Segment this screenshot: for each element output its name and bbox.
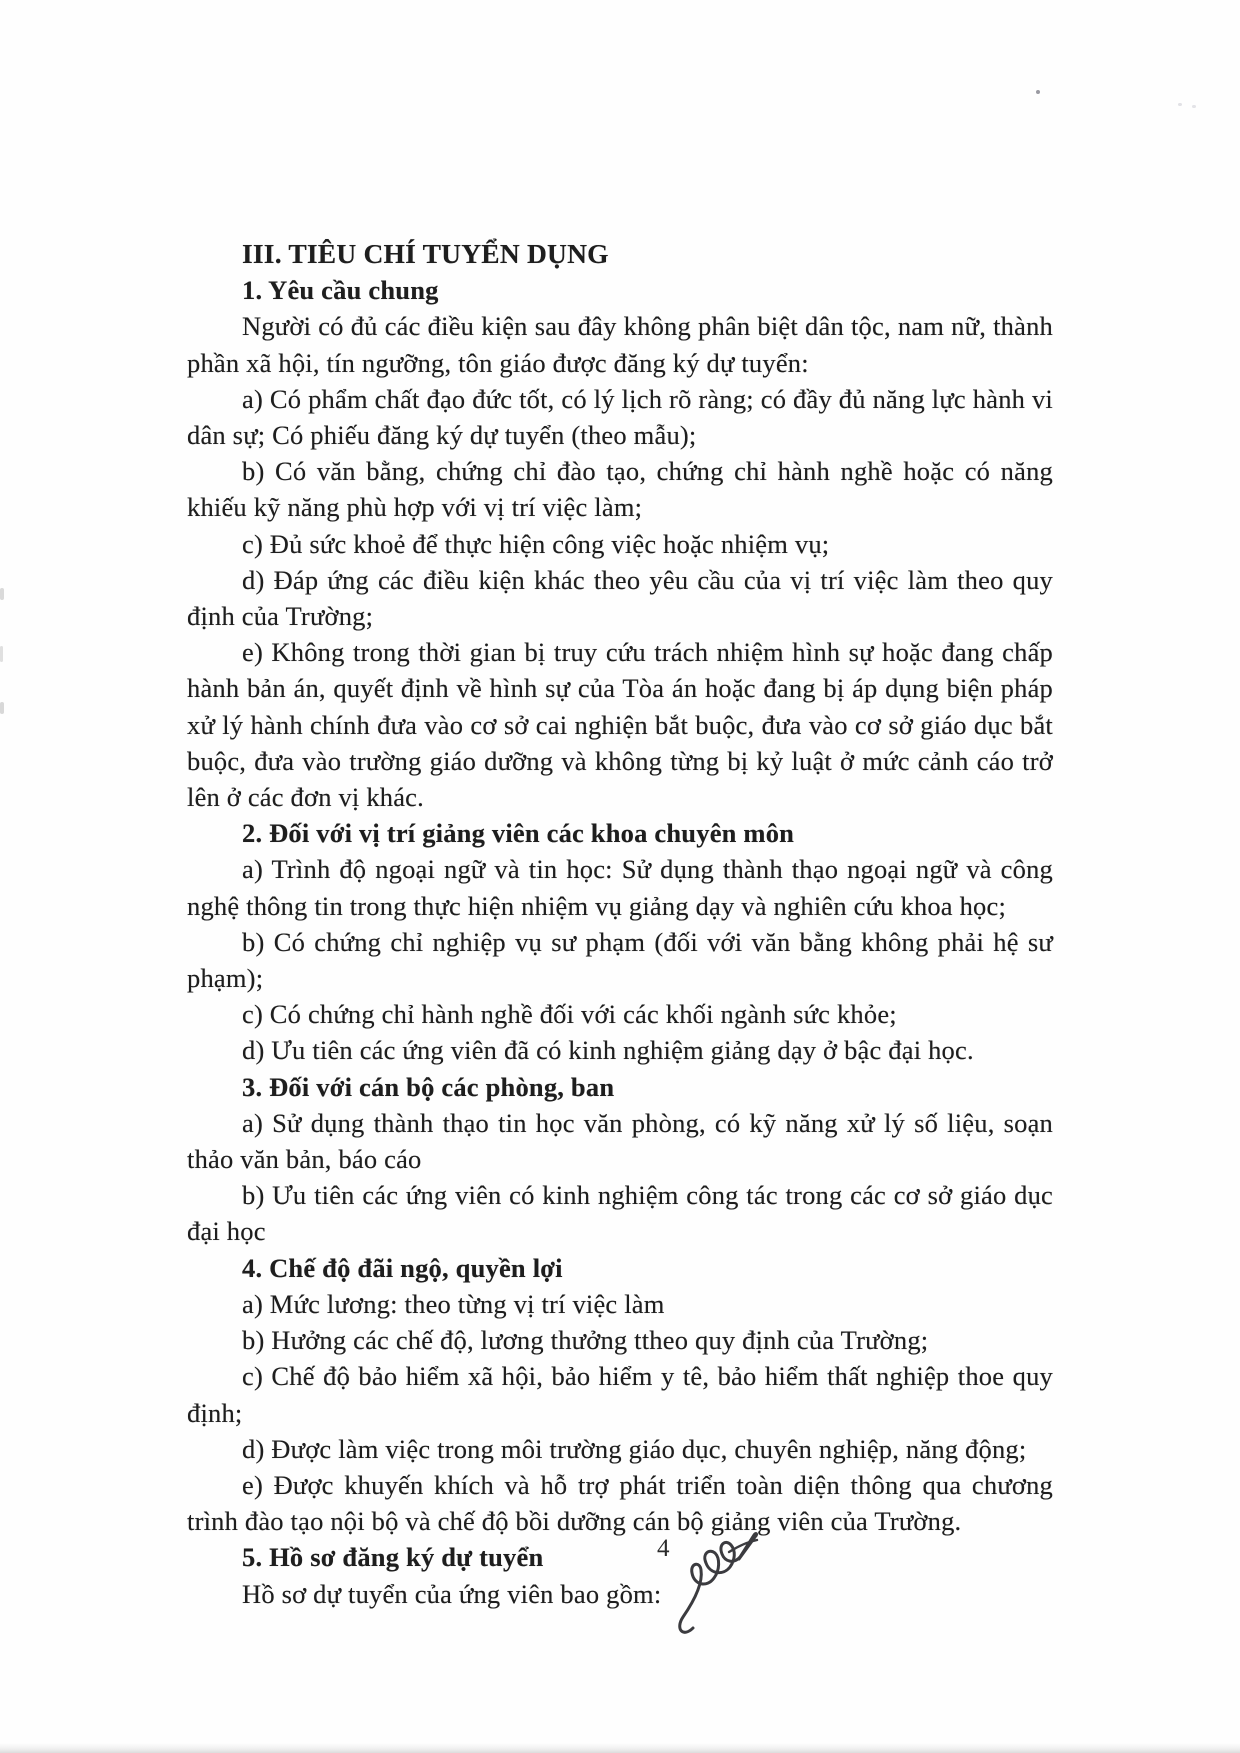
section-heading: 1. Yêu cầu chung (242, 275, 439, 306)
section-heading: 5. Hồ sơ đăng ký dự tuyển (242, 1542, 544, 1573)
scan-edge-mark (0, 702, 4, 714)
paragraph: d) Được làm việc trong môi trường giáo dục, chuyên nghiệp, năng động; (242, 1433, 1027, 1464)
paragraph: e) Được khuyến khích và hỗ trợ phát triển toàn diện thông qua chương trình đào tạo nội bộ và chế độ bồi dưỡng cán bộ giảng viên của Trường. (187, 1469, 1053, 1537)
paragraph: b) Ưu tiên các ứng viên có kinh nghiệm công tác trong các cơ sở giáo dục đại học (187, 1180, 1053, 1247)
paragraph: a) Trình độ ngoại ngữ và tin học: Sử dụng thành thạo ngoại ngữ và công nghệ thông tin trong thực hiện nhiệm vụ giảng dạy và nghiên cứu khoa học; (187, 854, 1053, 921)
scan-edge-mark (0, 646, 3, 662)
paragraph: Hồ sơ dự tuyển của ứng viên bao gồm: (242, 1578, 662, 1609)
scan-speck (1178, 103, 1182, 106)
paragraph: e) Không trong thời gian bị truy cứu trách nhiệm hình sự hoặc đang chấp hành bản án, quyết định về hình sự của Tòa án hoặc đang bị áp dụng biện pháp xử lý hành chính đưa vào cơ sở cai nghiện bắt buộc, đưa vào cơ sở giáo dục bắt buộc, đưa vào trường giáo dưỡng và không từng bị kỷ luật ở mức cảnh cáo trở lên ở các đơn vị khác. (187, 637, 1053, 813)
scan-speck (1192, 105, 1196, 108)
paragraph: b) Có chứng chỉ nghiệp vụ sư phạm (đối với văn bằng không phải hệ sư phạm); (187, 926, 1053, 994)
document-title: III. TIÊU CHÍ TUYỂN DỤNG (242, 238, 609, 269)
paragraph: b) Có văn bằng, chứng chỉ đào tạo, chứng chỉ hành nghề hoặc có năng khiếu kỹ năng phù hợp với vị trí việc làm; (187, 456, 1053, 523)
paragraph: c) Chế độ bảo hiểm xã hội, bảo hiểm y tê, bảo hiểm thất nghiệp thoe quy định; (187, 1361, 1053, 1428)
paragraph: d) Đáp ứng các điều kiện khác theo yêu cầu của vị trí việc làm theo quy định của Trường; (187, 564, 1053, 632)
paragraph: b) Hưởng các chế độ, lương thưởng ttheo quy định của Trường; (242, 1325, 929, 1356)
scan-speck (1036, 90, 1040, 94)
page-number: 4 (657, 1535, 670, 1562)
scan-bottom-edge (0, 1743, 1240, 1753)
paragraph: a) Có phẩm chất đạo đức tốt, có lý lịch rõ ràng; có đầy đủ năng lực hành vi dân sự; Có phiếu đăng ký dự tuyển (theo mẫu); (187, 383, 1053, 451)
paragraph: Người có đủ các điều kiện sau đây không phân biệt dân tộc, nam nữ, thành phần xã hội, tín ngưỡng, tôn giáo được đăng ký dự tuyển: (187, 311, 1053, 378)
paragraph: a) Mức lương: theo từng vị trí việc làm (242, 1288, 665, 1319)
paragraph: c) Đủ sức khoẻ để thực hiện công việc hoặc nhiệm vụ; (242, 528, 830, 559)
section-heading: 3. Đối với cán bộ các phòng, ban (242, 1071, 615, 1102)
section-heading: 4. Chế độ đãi ngộ, quyền lợi (242, 1252, 563, 1283)
section-heading: 2. Đối với vị trí giảng viên các khoa chuyên môn (242, 818, 795, 849)
scan-edge-mark (0, 588, 4, 600)
document-body (187, 236, 1053, 1612)
paragraph: d) Ưu tiên các ứng viên đã có kinh nghiệm giảng dạy ở bậc đại học. (242, 1035, 974, 1066)
paragraph: a) Sử dụng thành thạo tin học văn phòng, có kỹ năng xử lý số liệu, soạn thảo văn bản, báo cáo (187, 1107, 1053, 1175)
signature-mark (673, 1525, 761, 1643)
paragraph: c) Có chứng chỉ hành nghề đối với các khối ngành sức khỏe; (242, 999, 897, 1030)
page-footer (645, 1525, 785, 1655)
document-sections (187, 272, 1053, 1612)
